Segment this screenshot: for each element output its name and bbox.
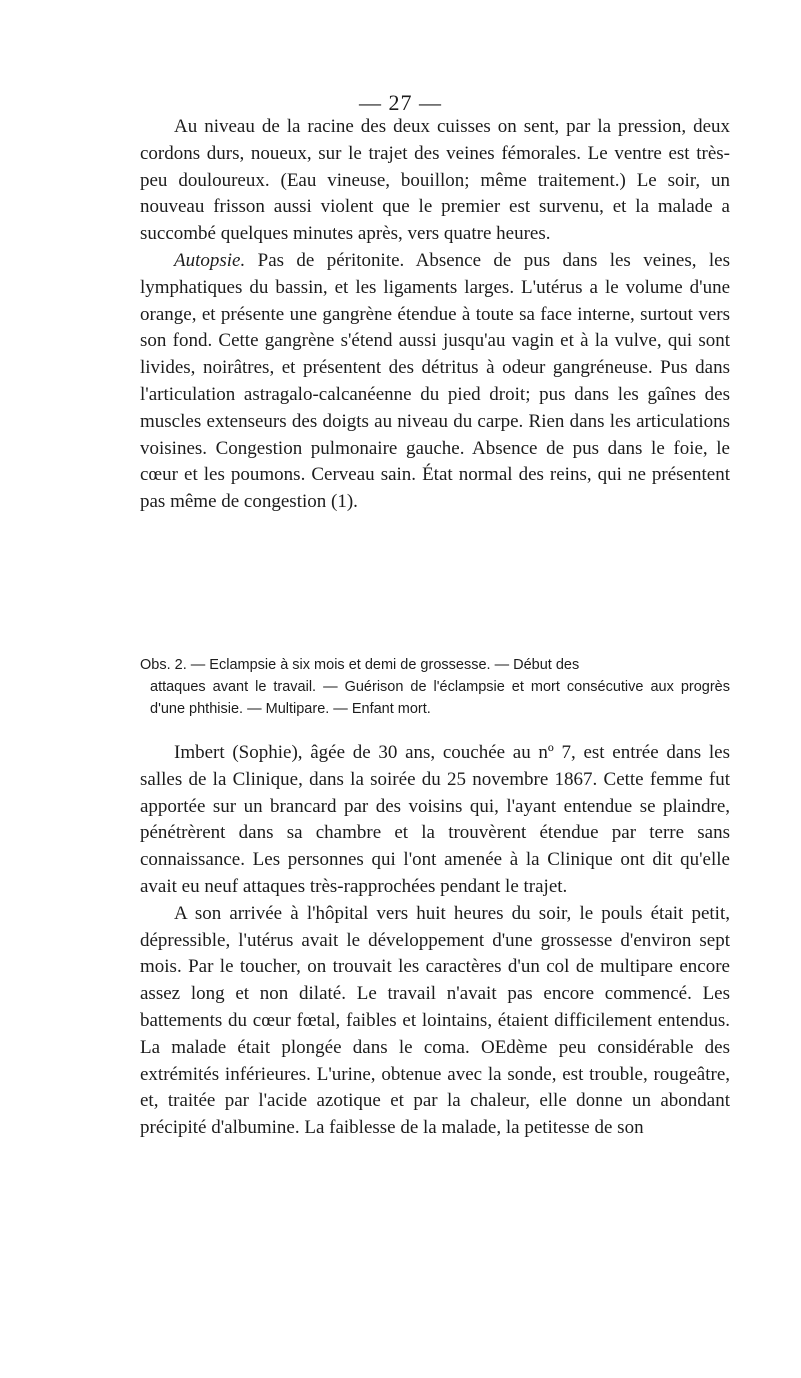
text-block-top [140, 114, 730, 516]
paragraph-4: A son arrivée à l'hôpital vers huit heures du soir, le pouls était petit, dépressible, l'utérus avait le développement d'une grossesse d'environ sept mois. Par le toucher, on trouvait les caractères d'un col de multipare encore assez long et non dilaté. Le travail n'avait pas encore commencé. Les battements du cœur fœtal, faibles et lointains, étaient difficilement entendus. La malade était plongée dans le coma. OEdème peu considérable des extrémités inférieures. L'urine, obtenue avec la sonde, est trouble, rougeâtre, et, traitée par l'acide azotique et par la chaleur, elle donne un abondant précipité d'albumine. La faiblesse de la malade, la petitesse de son [140, 902, 730, 1139]
observation-subtitle: attaques avant le travail. — Guérison de l'éclampsie et mort consécutive aux progrès d'une phthisie. — Multipare. — Enfant mort. [150, 679, 730, 717]
text-block-bottom [140, 740, 730, 1142]
observation-heading [140, 654, 730, 720]
page-number: — 27 — [359, 90, 442, 115]
paragraph-3: Imbert (Sophie), âgée de 30 ans, couchée au nº 7, est entrée dans les salles de la Clinique, dans la soirée du 25 novembre 1867. Cette femme fut apportée sur un brancard par des voisins qui, l'ayant entendue se plaindre, pénétrèrent dans sa chambre et la trouvèrent étendue par terre sans connaissance. Les personnes qui l'ont amenée à la Clinique ont dit qu'elle avait eu neuf attaques très-rapprochées pendant le trajet. [140, 742, 730, 897]
paragraph-autopsy [140, 248, 730, 516]
observation-title: Obs. 2. — Eclampsie à six mois et demi de grossesse. — Début des [140, 657, 580, 673]
paragraph-1: Au niveau de la racine des deux cuisses on sent, par la pression, deux cordons durs, noueux, sur le trajet des veines fémorales. Le ventre est très-peu douloureux. (Eau vineuse, bouillon; même traitement.) Le soir, un nouveau frisson aussi violent que le premier est survenu, et la malade a succombé quelques minutes après, vers quatre heures. [140, 116, 730, 245]
autopsy-label: Autopsie. [174, 249, 246, 271]
paragraph-2: Pas de péritonite. Absence de pus dans les veines, les lymphatiques du bassin, et les ligaments larges. L'utérus a le volume d'une orange, et présente une gangrène étendue à toute sa face interne, surtout vers son fond. Cette gangrène s'étend aussi jusqu'au vagin et à la vulve, qui sont livides, noirâtres, et présentent des détritus à odeur gangréneuse. Pus dans l'articulation astragalo-calcanéenne du pied droit; pus dans les gaînes des muscles extenseurs des doigts au niveau du carpe. Rien dans les articulations voisines. Congestion pulmonaire gauche. Absence de pus dans le foie, le cœur et les poumons. Cerveau sain. État normal des reins, qui ne présentent pas même de congestion (1). [140, 249, 730, 513]
